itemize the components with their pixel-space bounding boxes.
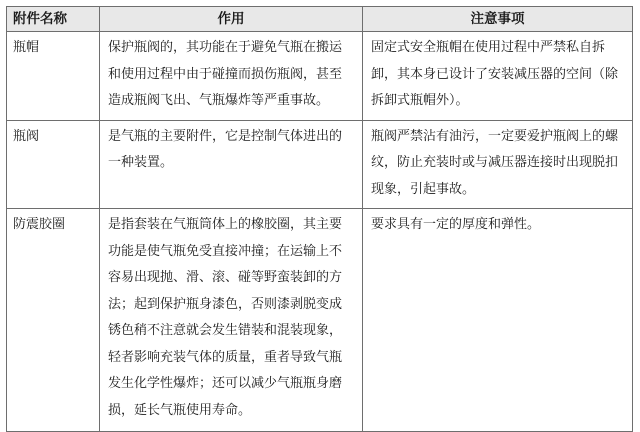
table-row <box>7 32 633 121</box>
cell-accessory-name: 瓶帽 <box>7 32 100 121</box>
header-accessory-name: 附件名称 <box>7 7 100 32</box>
table-row <box>7 209 633 432</box>
cell-notes: 要求具有一定的厚度和弹性。 <box>363 209 633 432</box>
gas-cylinder-accessories-table <box>6 6 633 432</box>
cell-accessory-name: 瓶阀 <box>7 120 100 209</box>
cell-notes: 固定式安全瓶帽在使用过程中严禁私自拆卸，其本身已设计了安装减压器的空间（除拆卸式瓶帽外）。 <box>363 32 633 121</box>
cell-function: 是指套装在气瓶筒体上的橡胶圈，其主要功能是使气瓶免受直接冲撞；在运输上不容易出现抛、滑、滚、碰等野蛮装卸的方法；起到保护瓶身漆色，否则漆剥脱变成锈色稍不注意就会发生错装和混装现象，轻者影响充装气体的质量，重者导致气瓶发生化学性爆炸；还可以减少气瓶瓶身磨损，延长气瓶使用寿命。 <box>100 209 363 432</box>
header-function: 作用 <box>100 7 363 32</box>
table-container <box>6 6 632 432</box>
table-row <box>7 120 633 209</box>
cell-function: 是气瓶的主要附件，它是控制气体进出的一种装置。 <box>100 120 363 209</box>
cell-accessory-name: 防震胶圈 <box>7 209 100 432</box>
cell-notes: 瓶阀严禁沾有油污，一定要爱护瓶阀上的螺纹，防止充装时或与减压器连接时出现脱扣现象，引起事故。 <box>363 120 633 209</box>
cell-function: 保护瓶阀的，其功能在于避免气瓶在搬运和使用过程中由于碰撞而损伤瓶阀，甚至造成瓶阀飞出、气瓶爆炸等严重事故。 <box>100 32 363 121</box>
header-notes: 注意事项 <box>363 7 633 32</box>
table-header-row <box>7 7 633 32</box>
